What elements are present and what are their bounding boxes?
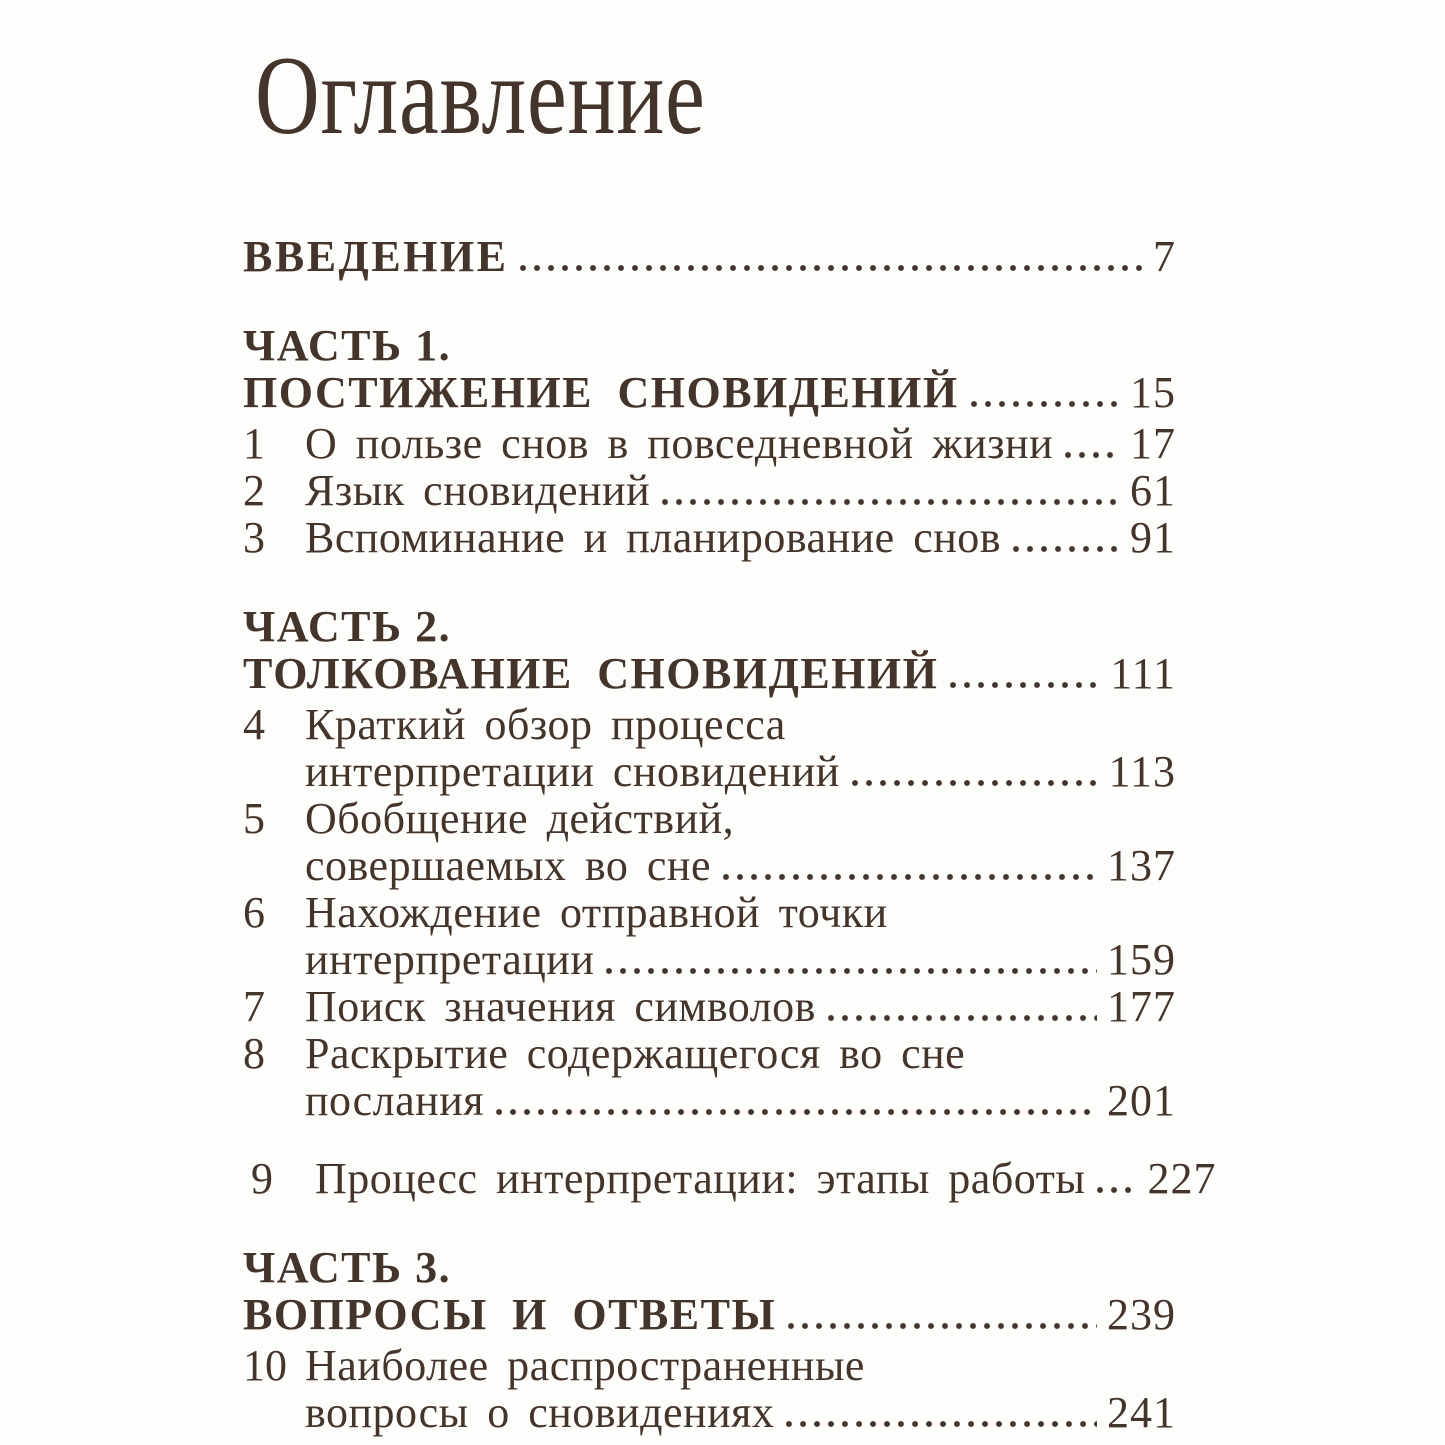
chapter-number: 1 <box>243 419 265 468</box>
toc-chapter-5 <box>243 795 1176 889</box>
chapter-number: 9 <box>251 1154 273 1203</box>
part-kicker: ЧАСТЬ 1. <box>243 321 452 370</box>
dot-leader <box>828 1014 1097 1022</box>
chapter-number: 3 <box>243 513 265 562</box>
dot-leader <box>1013 545 1120 553</box>
part-title: ПОСТИЖЕНИЕ СНОВИДЕНИЙ <box>243 368 959 417</box>
chapter-number: 8 <box>243 1029 265 1078</box>
chapter-title: Поиск значения символов <box>305 982 816 1031</box>
entry-label: ВВЕДЕНИЕ <box>243 232 509 281</box>
chapter-title-line: интерпретации <box>305 935 595 984</box>
page-number: 201 <box>1107 1076 1176 1125</box>
page-number: 111 <box>1110 649 1176 698</box>
part-kicker: ЧАСТЬ 2. <box>243 602 452 651</box>
dot-leader <box>971 400 1120 408</box>
toc-part-1 <box>243 322 1176 416</box>
dot-leader <box>520 264 1143 272</box>
chapter-title-line: послания <box>305 1076 484 1125</box>
chapter-number: 2 <box>243 466 265 515</box>
part-title-row <box>243 369 1176 416</box>
chapter-number: 4 <box>243 700 265 749</box>
page-number: 113 <box>1108 747 1176 796</box>
toc-chapter-2 <box>243 467 1176 514</box>
page-number: 61 <box>1130 466 1176 515</box>
part-title: ТОЛКОВАНИЕ СНОВИДЕНИЙ <box>243 649 939 698</box>
dot-leader <box>786 1420 1097 1428</box>
chapter-number: 5 <box>243 794 265 843</box>
toc-chapter-1 <box>243 420 1176 467</box>
page-number: 137 <box>1107 841 1176 890</box>
toc-part-2 <box>243 603 1176 697</box>
chapter-number: 10 <box>243 1341 287 1390</box>
toc-chapter-8 <box>243 1030 1176 1124</box>
chapter-title: Язык сновидений <box>305 466 651 515</box>
chapter-number: 6 <box>243 888 265 937</box>
chapter-title-line: совершаемых во сне <box>305 841 712 890</box>
part-title-row <box>243 1291 1176 1338</box>
toc-chapter-7 <box>243 983 1176 1030</box>
dot-leader <box>788 1322 1097 1330</box>
dot-leader <box>1097 1186 1137 1194</box>
toc-chapter-9 <box>243 1154 1217 1203</box>
part-title: ВОПРОСЫ И ОТВЕТЫ <box>243 1290 777 1339</box>
chapter-title: Вспоминание и планирование снов <box>305 513 1002 562</box>
toc-entry-introduction <box>243 233 1176 280</box>
toc-content <box>243 34 1217 1437</box>
toc-chapter-3 <box>243 514 1176 561</box>
dot-leader <box>606 967 1097 975</box>
toc-part-3 <box>243 1244 1176 1338</box>
toc-chapter-10 <box>243 1342 1176 1436</box>
dot-leader <box>950 681 1100 689</box>
dot-leader <box>1065 451 1120 459</box>
chapter-title-line: Наиболее распространенные <box>305 1341 865 1390</box>
chapter-title-line: вопросы о сновидениях <box>305 1388 775 1437</box>
chapter-title-line: Обобщение действий, <box>305 794 735 843</box>
page-number: 17 <box>1130 419 1176 468</box>
page-number: 241 <box>1107 1388 1176 1437</box>
chapter-title-line: интерпретации сновидений <box>305 747 840 796</box>
part-title-row <box>243 650 1176 697</box>
chapter-title: О пользе снов в повседневной жизни <box>305 419 1054 468</box>
toc-chapter-4 <box>243 701 1176 795</box>
page-number: 15 <box>1130 368 1176 417</box>
chapter-title: Процесс интерпретации: этапы работы <box>315 1154 1086 1203</box>
toc-chapter-6 <box>243 889 1176 983</box>
chapter-title-line: Раскрытие содержащегося во сне <box>305 1029 966 1078</box>
dot-leader <box>852 779 1099 787</box>
page-number: 7 <box>1153 232 1176 281</box>
page-number: 239 <box>1107 1290 1176 1339</box>
part-kicker: ЧАСТЬ 3. <box>243 1243 452 1292</box>
dot-leader <box>496 1108 1097 1116</box>
chapter-title-line: Нахождение отправной точки <box>305 888 888 937</box>
page-title: Оглавление <box>255 34 706 158</box>
page-number: 91 <box>1130 513 1176 562</box>
dot-leader <box>662 498 1120 506</box>
chapter-number: 7 <box>243 982 265 1031</box>
dot-leader <box>723 873 1097 881</box>
page-number: 177 <box>1107 982 1176 1031</box>
chapter-title-line: Краткий обзор процесса <box>305 700 786 749</box>
page-number: 159 <box>1107 935 1176 984</box>
page-number: 227 <box>1147 1154 1217 1203</box>
